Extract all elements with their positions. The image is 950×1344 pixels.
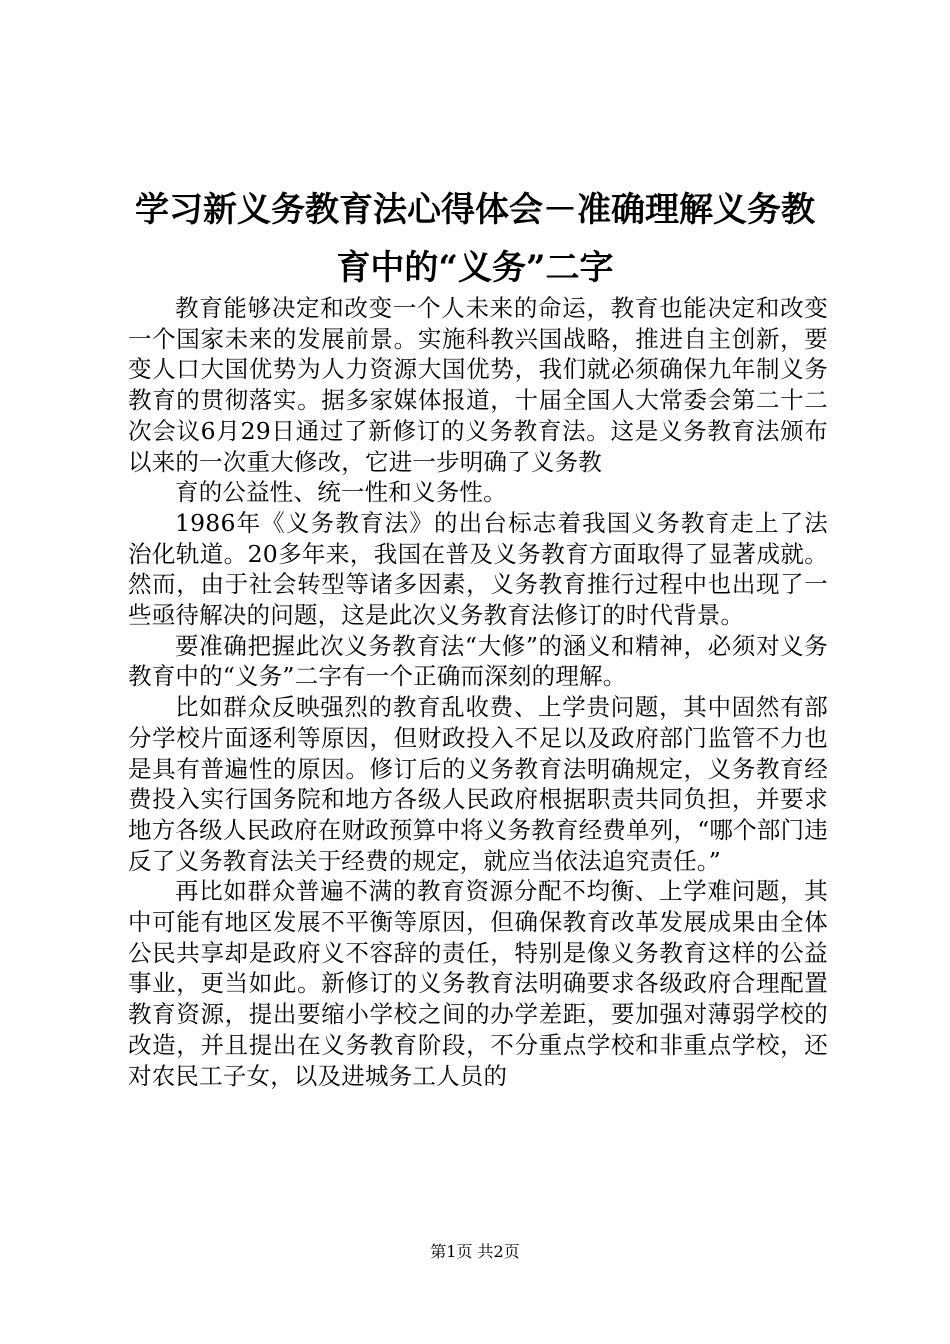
paragraph-5: 比如群众反映强烈的教育乱收费、上学贵问题，其中固然有部分学校片面逐利等原因，但财政投入不足以及政府部门监管不力也是具有普遍性的原因。修订后的义务教育法明确规定，义务教育经费投入实行国务院和地方各级人民政府根据职责共同负担，并要求地方各级人民政府在财政预算中将义务教育经费单列，“哪个部门违反了义务教育法关于经费的规定，就应当依法追究责任。” (128, 693, 828, 875)
paragraph-4: 要准确把握此次义务教育法“大修”的涵义和精神，必须对义务教育中的“义务”二字有一个正确而深刻的理解。 (128, 631, 828, 691)
paragraph-2: 育的公益性、统一性和义务性。 (175, 478, 507, 507)
document-title-line-1: 学习新义务教育法心得体会－准确理解义务教 (135, 190, 815, 230)
page-number-footer: 第1页 共2页 (430, 1242, 520, 1261)
paragraph-1: 教育能够决定和改变一个人未来的命运，教育也能决定和改变一个国家未来的发展前景。实施科教兴国战略，推进自主创新，要变人口大国优势为人力资源大国优势，我们就必须确保九年制义务教育的贯彻落实。据多家媒体报道，十届全国人大常委会第二十二次会议6月29日通过了新修订的义务教育法。这是义务教育法颁布以来的一次重大修改，它进一步明确了义务教 (128, 294, 828, 476)
document-title-line-2: 育中的“义务”二字 (336, 248, 614, 288)
document-body (128, 293, 828, 1091)
paragraph-6: 再比如群众普遍不满的教育资源分配不均衡、上学难问题，其中可能有地区发展不平衡等原因，但确保教育改革发展成果由全体公民共享却是政府义不容辞的责任，特别是像义务教育这样的公益事业，更当如此。新修订的义务教育法明确要求各级政府合理配置教育资源，提出要缩小学校之间的办学差距，要加强对薄弱学校的改造，并且提出在义务教育阶段，不分重点学校和非重点学校，还对农民工子女，以及进城务工人员的 (128, 877, 828, 1090)
paragraph-3: 1986年《义务教育法》的出台标志着我国义务教育走上了法治化轨道。20多年来，我国在普及义务教育方面取得了显著成就。然而，由于社会转型等诸多因素，义务教育推行过程中也出现了一些亟待解决的问题，这是此次义务教育法修订的时代背景。 (128, 508, 828, 630)
